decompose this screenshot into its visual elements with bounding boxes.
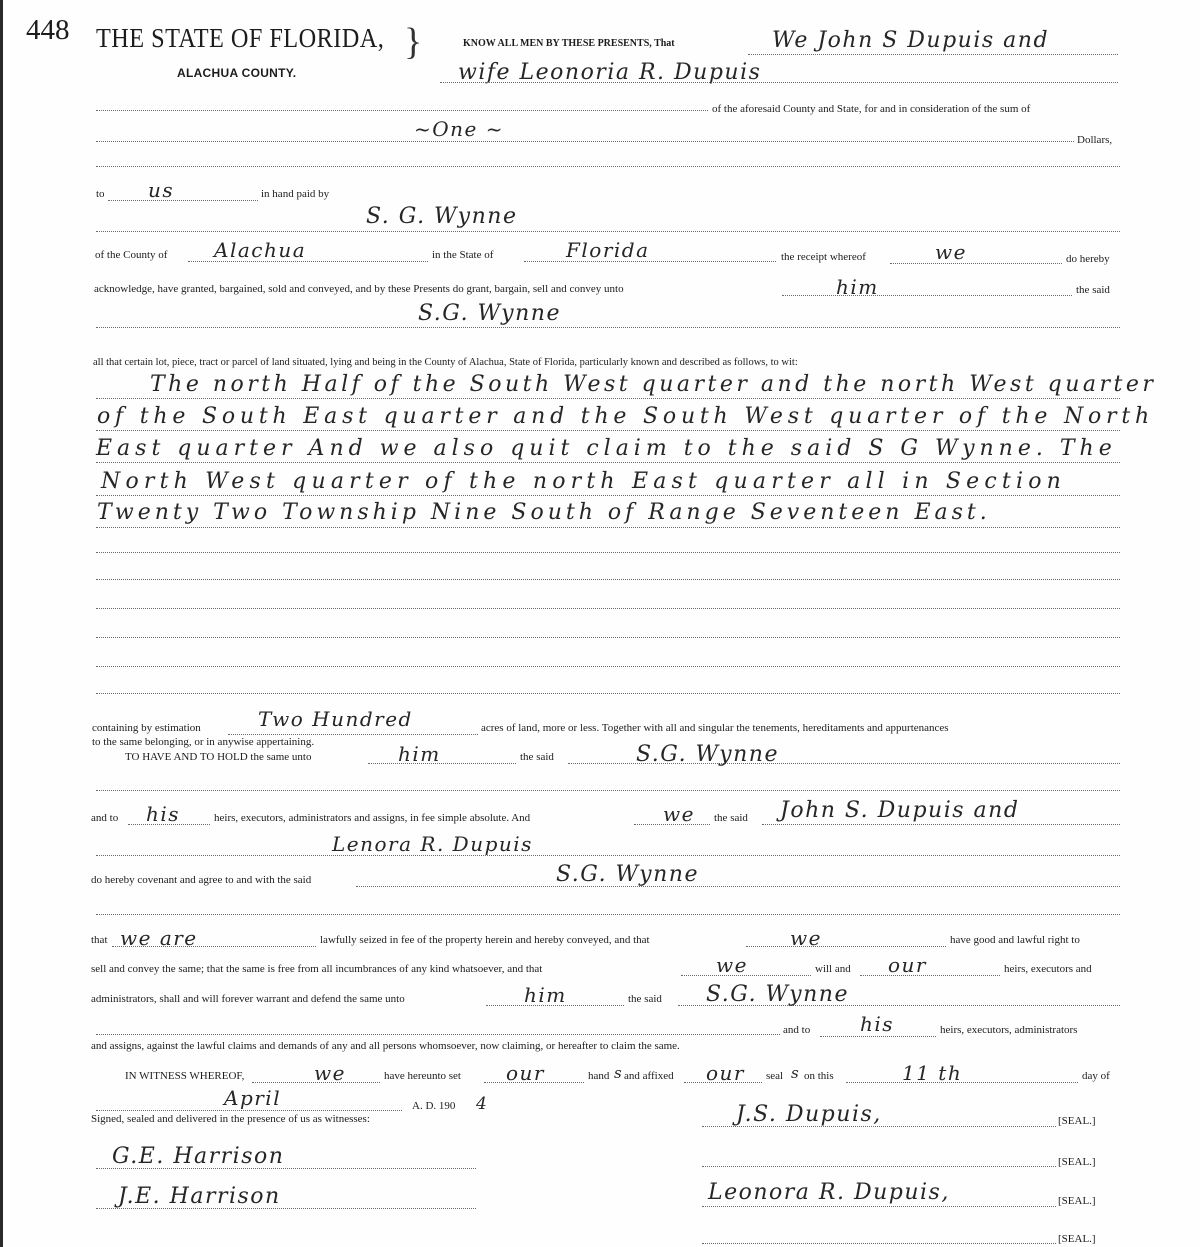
seized-text: lawfully seized in fee of the property herein and hereby conveyed, and that (320, 934, 650, 946)
assigns-heirs: heirs, executors, administrators (940, 1024, 1078, 1036)
conveyance-unto: him (836, 275, 879, 299)
acreage-label: containing by estimation (92, 722, 201, 734)
description-line2: of the South East quarter and the South West quarter of the North (97, 404, 1154, 429)
signed-label: Signed, sealed and delivered in the presence of us as witnesses: (91, 1113, 370, 1125)
heirs-we: we (663, 802, 695, 826)
description-line3: East quarter And we also quit claim to the said S G Wynne. The (96, 436, 1117, 461)
the-said-label: the said (1076, 284, 1110, 296)
on-this: on this (804, 1070, 834, 1082)
sell-text: sell and convey the same; that the same is free from all incumbrances of any kind whatsoever, and that (91, 963, 543, 975)
intro-text: KNOW ALL MEN BY THESE PRESENTS, That (463, 38, 675, 49)
heirs-grantor2: Lenora R. Dupuis (332, 832, 533, 856)
right-label: have good and lawful right to (950, 934, 1080, 946)
assigns-line2: and assigns, against the lawful claims and demands of any and all persons whomsoever, now claiming, or hereafter to claim the same. (91, 1040, 680, 1052)
receipt-party: we (935, 240, 967, 264)
seized-we-are: we are (120, 926, 198, 950)
witness-set: have hereunto set (384, 1070, 461, 1082)
witness-label: IN WITNESS WHEREOF, (125, 1070, 245, 1082)
warrant-grantee: S.G. Wynne (706, 982, 849, 1007)
heirs-his: his (146, 802, 181, 826)
covenant-grantee: S.G. Wynne (556, 862, 699, 887)
hand-s: s (614, 1064, 624, 1082)
and-to-label: and to (91, 812, 119, 824)
payer-name: S. G. Wynne (366, 204, 518, 229)
that-label: that (91, 934, 108, 946)
of-county-label: of the County of (95, 249, 168, 261)
witness-we: we (314, 1061, 346, 1085)
witness-1: G.E. Harrison (112, 1144, 285, 1169)
habendum-grantee: S.G. Wynne (636, 742, 779, 767)
receipt-label: the receipt whereof (781, 251, 866, 263)
hand-label: hand (588, 1070, 610, 1082)
heirs-grantor1: John S. Dupuis and (780, 798, 1020, 823)
brace: } (404, 21, 423, 63)
heirs-said: the said (714, 812, 748, 824)
dollars-label: Dollars, (1077, 134, 1113, 146)
in-state-label: in the State of (432, 249, 494, 261)
sum-amount: ~One ~ (414, 117, 504, 141)
covenant-label: do hereby covenant and agree to and with the said (91, 874, 312, 886)
warrant-said: the said (628, 993, 662, 1005)
day-of-label: day of (1082, 1070, 1110, 1082)
witness-day: 11 th (902, 1061, 963, 1085)
date-month: April (224, 1086, 282, 1110)
assigns-and-to: and to (783, 1024, 811, 1036)
witness-our: our (506, 1061, 545, 1085)
assigns-his: his (860, 1012, 895, 1036)
to-party: us (148, 178, 175, 202)
conveyance-text: acknowledge, have granted, bargained, sold and conveyed, and by these Presents do grant, bargain, sell and convey unto (94, 283, 624, 295)
warrant-unto: him (524, 983, 567, 1007)
habendum-label: TO HAVE AND TO HOLD the same unto (125, 751, 312, 763)
date-year: 4 (476, 1094, 489, 1114)
state-title: THE STATE OF FLORIDA, (96, 23, 385, 53)
witness-2: J.E. Harrison (118, 1184, 281, 1209)
page-number: 448 (26, 14, 70, 46)
acreage-text: acres of land, more or less. Together with all and singular the tenements, hereditaments and appurtenances (481, 722, 949, 734)
in-hand-label: in hand paid by (261, 188, 330, 200)
county-label: ALACHUA COUNTY. (177, 66, 297, 80)
do-hereby-label: do hereby (1066, 253, 1110, 265)
buyer-state: Florida (566, 238, 650, 262)
conveyance-grantee: S.G. Wynne (418, 301, 561, 326)
page-edge (0, 0, 3, 1247)
heirs-text: heirs, executors, administrators and assigns, in fee simple absolute. And (214, 812, 531, 824)
seal-label: seal (766, 1070, 784, 1082)
seal-4: [SEAL.] (1058, 1233, 1096, 1245)
description-line5: Twenty Two Township Nine South of Range Seventeen East. (97, 500, 991, 525)
warrant-text: administrators, shall and will forever warrant and defend the same unto (91, 993, 405, 1005)
witness-our2: our (706, 1061, 745, 1085)
to-label: to (96, 188, 105, 200)
description-line4: North West quarter of the north East quarter all in Section (101, 469, 1067, 494)
acreage-amount: Two Hundred (258, 707, 413, 731)
buyer-county: Alachua (214, 238, 307, 262)
land-intro: all that certain lot, piece, tract or parcel of land situated, lying and being in the County of Alachua, State of Florida, particularly known and described as follows, to wit: (93, 357, 798, 368)
habendum-said: the said (520, 751, 554, 763)
signature-1: J.S. Dupuis, (736, 1102, 882, 1127)
seal-1: [SEAL.] (1058, 1115, 1096, 1127)
grantors-line1: We John S Dupuis and (772, 28, 1050, 53)
seal-2: [SEAL.] (1058, 1156, 1096, 1168)
description-line1: The north Half of the South West quarter and the north West quarter (150, 372, 1157, 397)
consideration-text: of the aforesaid County and State, for and in consideration of the sum of (712, 103, 1031, 115)
seized-we: we (790, 926, 822, 950)
habendum-unto: him (398, 742, 441, 766)
signature-2: Leonora R. Dupuis, (708, 1180, 950, 1205)
and-affixed: and affixed (624, 1070, 674, 1082)
sell-we: we (716, 953, 748, 977)
seal-s: s (791, 1064, 801, 1082)
sell-our: our (888, 953, 927, 977)
will-label: will and (815, 963, 851, 975)
ad-label: A. D. 190 (412, 1100, 456, 1112)
acreage-line2: to the same belonging, or in anywise appertaining. (92, 736, 315, 748)
grantors-line2: wife Leonoria R. Dupuis (458, 60, 762, 85)
seal-3: [SEAL.] (1058, 1195, 1096, 1207)
sell-heirs-label: heirs, executors and (1004, 963, 1092, 975)
